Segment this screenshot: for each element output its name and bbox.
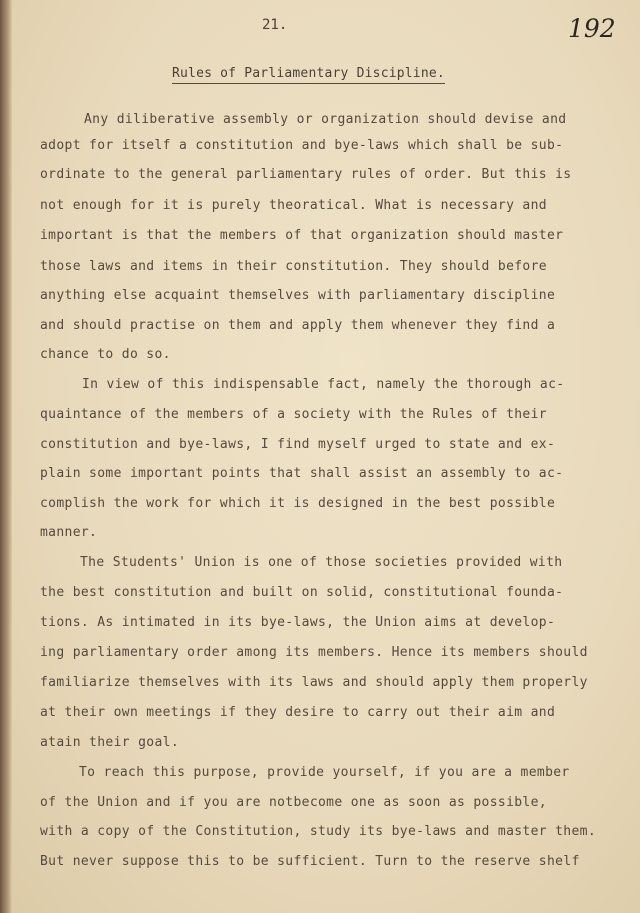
text-line: In view of this indispensable fact, namely the thorough ac-: [82, 377, 565, 392]
text-line: not enough for it is purely theoratical. What is necessary and: [40, 198, 547, 213]
text-line: important is that the members of that organization should master: [40, 228, 564, 243]
text-line: the best constitution and built on solid, constitutional founda-: [40, 585, 564, 600]
text-line: ing parliamentary order among its members. Hence its members should: [40, 645, 588, 660]
text-line: chance to do so.: [40, 347, 171, 362]
text-line: ordinate to the general parliamentary rules of order. But this is: [40, 167, 572, 182]
text-line: To reach this purpose, provide yourself, if you are a member: [79, 765, 570, 780]
text-line: and should practise on them and apply them whenever they find a: [40, 318, 556, 333]
text-line: complish the work for which it is designed in the best possible: [40, 496, 556, 511]
page-number: 21.: [262, 17, 288, 33]
text-line: with a copy of the Constitution, study its bye-laws and master them.: [40, 824, 597, 839]
text-line: adopt for itself a constitution and bye-laws which shall be sub-: [40, 138, 564, 153]
text-line: those laws and items in their constitution. They should before: [40, 259, 547, 274]
text-line: Any diliberative assembly or organization should devise and: [84, 112, 567, 127]
page-binding-shadow: [0, 0, 12, 913]
text-line: familiarize themselves with its laws and should apply them properly: [40, 675, 588, 690]
text-line: manner.: [40, 525, 98, 540]
text-line: plain some important points that shall assist an assembly to ac-: [40, 466, 564, 481]
text-line: of the Union and if you are notbecome one as soon as possible,: [40, 795, 547, 810]
text-line: constitution and bye-laws, I find myself urged to state and ex-: [40, 437, 556, 452]
text-line: quaintance of the members of a society with the Rules of their: [40, 407, 547, 422]
page-title: Rules of Parliamentary Discipline.: [172, 66, 445, 84]
text-line: The Students' Union is one of those societies provided with: [80, 555, 563, 570]
text-line: anything else acquaint themselves with parliamentary discipline: [40, 288, 556, 303]
text-line: atain their goal.: [40, 735, 180, 750]
text-line: tions. As intimated in its bye-laws, the Union aims at develop-: [40, 615, 556, 630]
text-line: at their own meetings if they desire to carry out their aim and: [40, 705, 556, 720]
text-line: But never suppose this to be sufficient. Turn to the reserve shelf: [40, 854, 580, 869]
handwritten-folio-number: 192: [568, 14, 616, 43]
